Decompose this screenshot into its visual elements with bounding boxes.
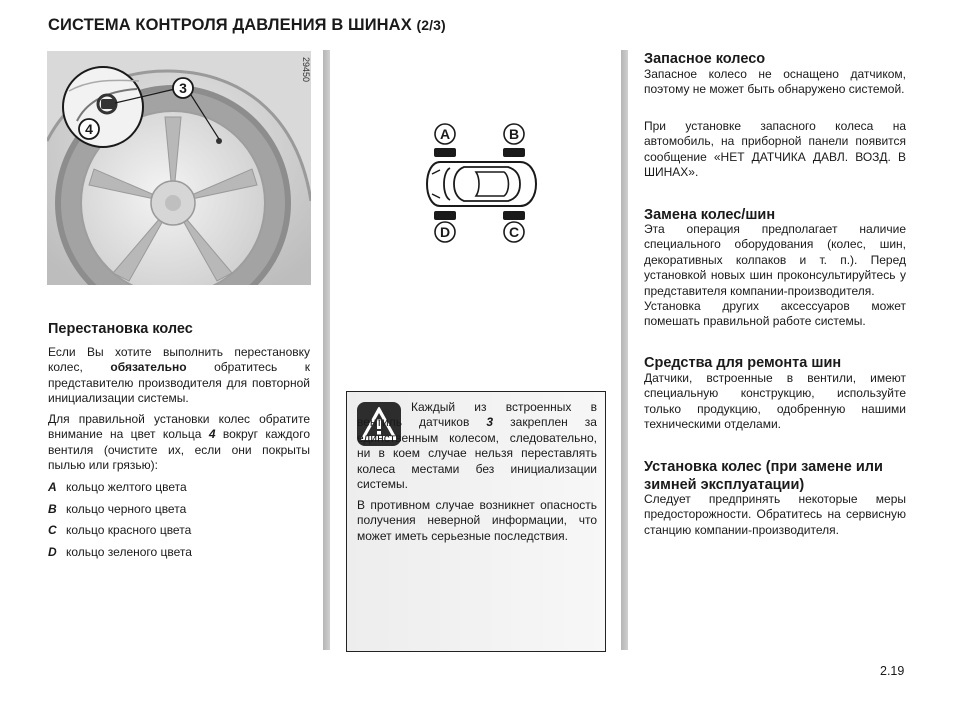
list-item: C кольцо красного цвета — [48, 523, 192, 537]
label-a: A — [439, 126, 451, 142]
label-b: B — [508, 126, 520, 142]
figure-code: 29450 — [301, 57, 311, 83]
page-number: 2.19 — [880, 664, 905, 678]
wheel-installation-paragraph: Следует предпринять некоторые меры предосторожности. Обратитесь на сервисную станцию компании-производителя. — [644, 492, 906, 537]
list-item: A кольцо желтого цвета — [48, 480, 187, 494]
column-divider-right — [621, 50, 628, 650]
warning-paragraph-2: В противном случае возникнет опасность получения неверной информации, что может иметь серьезные последствия. — [357, 498, 597, 543]
repair-products-paragraph: Датчики, встроенные в вентили, имеют специальную конструкцию, используйте только продукцию, одобренную нашими техническими отделами. — [644, 371, 906, 432]
wheel-image — [47, 51, 311, 285]
label-d: D — [439, 224, 451, 240]
column-divider-left — [323, 50, 330, 650]
label-c: C — [508, 224, 520, 240]
car-diagram-svg — [420, 120, 540, 245]
heading-wheel-replacement: Замена колес/шин — [644, 207, 776, 223]
list-item: B кольцо черного цвета — [48, 501, 187, 516]
heading-spare-wheel: Запасное колесо — [644, 51, 766, 67]
warning-paragraph-1: Каждый из встроенных в вентиль датчиков 3 закреплен за единственным колесом, следовательно, ни в коем случае нельзя переставлять колеса местами без инициализации системы. — [357, 400, 597, 492]
ring-color-list — [48, 480, 310, 566]
wheel-replacement-paragraph-2: Установка других аксессуаров может помешать правильной работе системы. — [644, 299, 906, 329]
callout-4: 4 — [85, 121, 93, 137]
page-title: СИСТЕМА КОНТРОЛЯ ДАВЛЕНИЯ В ШИНАХ (2/3) — [48, 16, 446, 34]
spare-wheel-paragraph-1: Запасное колесо не оснащено датчиком, поэтому не может быть обнаружено системой. — [644, 67, 906, 97]
car-sensor-diagram — [420, 120, 540, 245]
left-paragraph-1: Если Вы хотите выполнить перестановку колес, обязательно обратитесь к представителю производителя для повторной инициализации системы. — [48, 345, 311, 406]
wheel-illustration — [47, 51, 311, 285]
spare-wheel-paragraph-2: При установке запасного колеса на автомобиль, на приборной панели появится сообщение «НЕТ ДАТЧИКА ДАВЛ. ВОЗД. В ШИНАХ». — [644, 119, 906, 180]
list-item: D кольцо зеленого цвета — [48, 544, 192, 559]
heading-repair-products: Средства для ремонта шин — [644, 355, 842, 371]
left-paragraph-2: Для правильной установки колес обратите внимание на цвет кольца 4 вокруг каждого вентиля (очистите их, если они покрыты пылью или грязью): — [48, 412, 311, 473]
wheel-replacement-paragraph-1: Эта операция предполагает наличие специального оборудования (колес, шин, декоративных колпаков и т. п.). Перед установкой новых шин проконсультируйтесь у представителя компании-производителя. — [644, 222, 906, 298]
warning-box — [346, 391, 606, 652]
heading-wheel-installation: Установка колес (при замене или зимней эксплуатации) — [644, 459, 883, 493]
callout-3: 3 — [179, 80, 187, 96]
heading-wheel-rotation: Перестановка колес — [48, 321, 193, 337]
page-part: (2/3) — [416, 17, 446, 33]
